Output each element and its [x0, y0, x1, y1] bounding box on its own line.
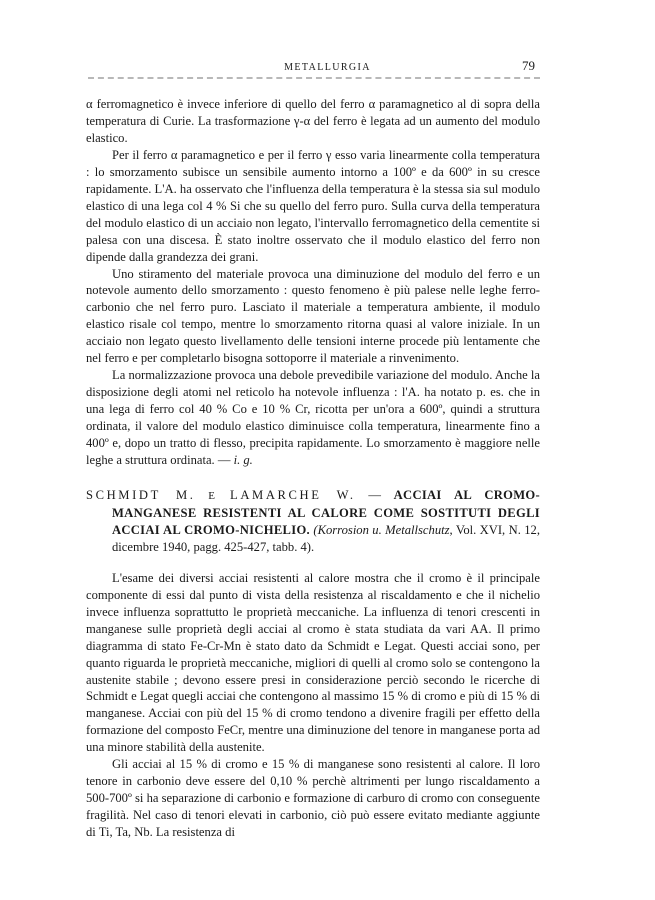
author-2: LAMARCHE W.	[230, 487, 356, 502]
paragraph-1: α ferromagnetico è invece inferiore di quello del ferro α paramagnetico al di sopra della temperatura di Curie. La trasformazione γ-α del ferro è legata ad un aumento del modulo elastico.	[86, 97, 540, 145]
page-number: 79	[522, 58, 535, 73]
header-rule	[88, 77, 540, 82]
journal-name: (Korrosion u. Metallschutz,	[313, 522, 453, 537]
paragraph-5: L'esame dei diversi acciai resistenti al calore mostra che il cromo è il principale componente di essi dal punto di vista della resistenza al riscaldamento e che il nichelio invece influenza soprattutto le proprietà meccaniche. La influenza di tenori crescenti in manganese sulle proprietà degli acciai al cromo è stata studiata da vari AA. Il primo diagramma di stato Fe-Cr-Mn è stato dato da Schmidt e Legat. Questi acciai sono, per quanto riguarda le proprietà meccaniche, migliori di quelli al cromo solo se contengono la austenite stabile ; devono essere presi in considerazione perciò secondo le ricerche di Schmidt e Legat quegli acciai che contengono al massimo 15 % di cromo e più di 15 % di manganese. Acciai con più del 15 % di cromo tendono a divenire fragili per effetto della formazione del composto FeCr, mentre una diminuzione del tenore in manganese porta ad una minore stabilità della austenite.	[86, 570, 540, 755]
heading-spacer	[86, 556, 540, 570]
author-1: SCHMIDT M.	[86, 487, 196, 502]
paragraph-3: Uno stiramento del materiale provoca una diminuzione del modulo del ferro e un notevole aumento dello smorzamento : questo fenomeno è più palese nelle leghe ferro-carbonio che nel ferro puro. Lasciato il materiale a temperatura ambiente, il modulo elastico risale col tempo, mentre lo smorzamento ritorna quasi al valore iniziale. In un acciaio non legato questo livellamento delle tensioni interne procede più lentamente che nel ferro e per completarlo bisogna sottoporre il materiale a rinvenimento.	[86, 266, 540, 366]
article-heading	[86, 487, 540, 556]
paragraph-6: Gli acciai al 15 % di cromo e 15 % di manganese sono resistenti al calore. Il loro tenore in carbonio deve essere del 0,10 % perchè altrimenti per lungo riscaldamento a 500-700º si ha separazione di carbonio e formazione di carburo di cromo con conseguente fragilità. Nel caso di tenori elevati in carbonio, ciò può essere evitato mediante aggiunte di Ti, Ta, Nb. La resistenza di	[86, 757, 540, 840]
heading-dash: —	[355, 487, 394, 502]
article-title: ACCIAI AL CROMO-MANGANESE RESISTENTI AL CALORE COME SOSTITUTI DEGLI ACCIAI AL CROMO-NICHELIO.	[112, 487, 540, 537]
author-conjunction: E	[208, 489, 218, 502]
paragraph-4-text: La normalizzazione provoca una debole prevedibile variazione del modulo. Anche la disposizione degli atomi nel reticolo ha notevole influenza : l'A. ha notato p. es. che in una lega di ferro col 40 % Co e 10 % Cr, ricotta per un'ora a 600º, quindi a struttura ordinata, il valore del modulo elastico diminuisce colla temperatura, linearmente fino a 400º e, dopo un tratto di flesso, precipita rapidamente. Lo smorzamento è maggiore nelle leghe a struttura ordinata. —	[86, 368, 540, 468]
running-title: METALLURGIA	[284, 62, 371, 73]
reviewer-signature: i. g.	[233, 453, 253, 468]
body-text	[86, 96, 540, 841]
paragraph-4	[86, 367, 540, 469]
citation-details: Vol. XVI, N. 12, dicembre 1940, pagg. 425-427, tabb. 4).	[112, 522, 540, 554]
paragraph-2: Per il ferro α paramagnetico e per il ferro γ esso varia linearmente colla temperatura : lo smorzamento subisce un sensibile aumento intorno a 100º e da 600º in su cresce rapidamente. L'A. ha osservato che l'influenza della temperatura è la stessa sia sul modulo elastico di una lega col 4 % Si che su quello del ferro puro. Sulla curva della temperatura del modulo elastico di un acciaio non legato, l'intervallo ferromagnetico della cementite si palesa con una discesa. È stato inoltre osservato che il modulo elastico del ferro non dipende dalla grandezza dei grani.	[86, 147, 540, 264]
